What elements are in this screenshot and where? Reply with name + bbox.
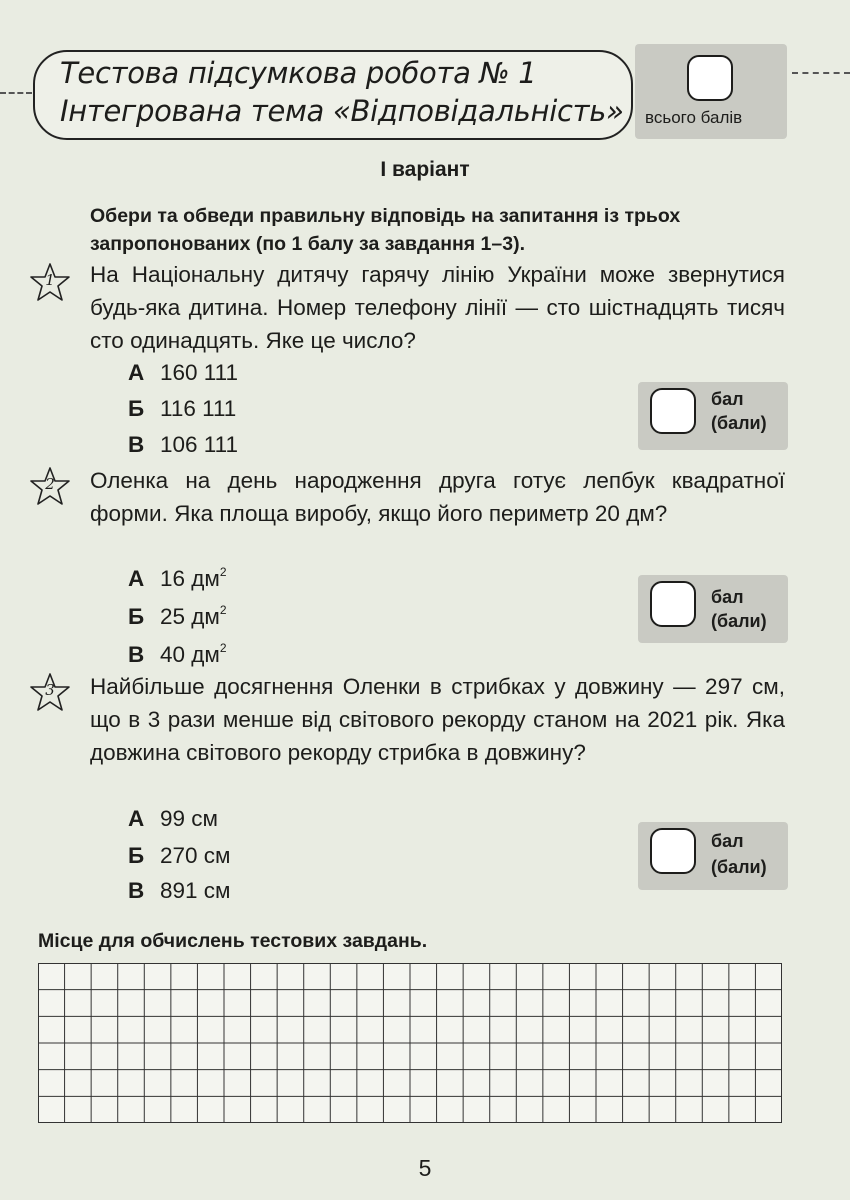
score-label-plural: (бали) [711,611,767,631]
star-number-badge [30,672,70,712]
option-value: 891 см [160,878,231,903]
option-value: 99 см [160,806,218,831]
question-2-text: Оленка на день народження друга готує лепбук квадратної форми. Яка площа виробу, якщо його периметр 20 дм? [90,468,785,526]
question-2-option-b[interactable] [128,601,227,633]
question-3-option-a[interactable] [128,803,218,835]
question-2-option-c[interactable] [128,639,227,671]
option-unit-exponent: 2 [219,565,227,579]
option-unit-exponent: 2 [219,603,227,617]
score-box[interactable] [650,828,696,874]
score-label: бал [711,831,744,851]
option-letter: Б [128,843,145,868]
question-number: 2 [45,475,55,493]
star-number-badge [30,466,70,506]
question-2-score-panel [638,575,788,643]
score-label: бал [711,389,744,409]
dashed-line-left [0,92,32,94]
option-letter: В [128,878,145,903]
option-value: 40 дм [160,642,220,667]
score-label-plural: (бали) [711,413,767,433]
option-value: 270 см [160,843,231,868]
option-value: 116 111 [160,396,237,421]
total-score-box[interactable] [687,55,733,101]
question-number: 3 [45,681,55,699]
question-3-option-c[interactable] [128,875,231,907]
option-value: 160 111 [160,360,238,385]
option-value: 106 111 [160,432,238,457]
dashed-line-right [792,72,850,74]
score-box[interactable] [650,388,696,434]
question-1-option-c[interactable] [128,429,238,461]
question-number: 1 [45,271,55,289]
option-letter: Б [128,396,145,421]
question-1-option-a[interactable] [128,357,238,389]
test-title: Тестова підсумкова робота № 1 [60,56,537,90]
option-letter: А [128,566,145,591]
option-letter: Б [128,604,145,629]
test-subtitle: Інтегрована тема «Відповідальність» [60,94,624,128]
option-unit-exponent: 2 [219,641,227,655]
star-number-badge [30,262,70,302]
variant-heading: I варіант [380,158,470,181]
option-letter: В [128,432,145,457]
question-3-score-panel [638,822,788,890]
question-2-option-a[interactable] [128,563,227,595]
option-letter: А [128,806,145,831]
page-number: 5 [418,1155,432,1181]
question-3-text: Найбільше досягнення Оленки в стрибках у довжину — 297 см, що в 3 рази менше від світового рекорду станом на 2021 рік. Яка довжина світового рекорду стрибка в довжину? [90,674,785,765]
score-label: бал [711,587,744,607]
instruction-text: Обери та обведи правильну відповідь на запитання із трьох запропонованих (по 1 балу за завдання 1–3). [90,205,681,255]
question-1-score-panel [638,382,788,450]
option-value: 16 дм [160,566,220,591]
calculation-area-label: Місце для обчислень тестових завдань. [38,930,428,952]
total-score-label: всього балів [645,108,743,127]
calculation-grid[interactable] [38,963,782,1123]
score-label-plural: (бали) [711,857,767,877]
option-value: 25 дм [160,604,220,629]
question-1-text: На Національну дитячу гарячу лінію України може звернутися будь-яка дитина. Номер телефону лінії — сто шістнадцять тисяч сто одинадцять. Яке це число? [90,262,785,353]
option-letter: А [128,360,145,385]
question-3-option-b[interactable] [128,840,231,872]
option-letter: В [128,642,145,667]
score-box[interactable] [650,581,696,627]
squared-paper-grid [38,963,782,1123]
question-1-option-b[interactable] [128,393,236,425]
